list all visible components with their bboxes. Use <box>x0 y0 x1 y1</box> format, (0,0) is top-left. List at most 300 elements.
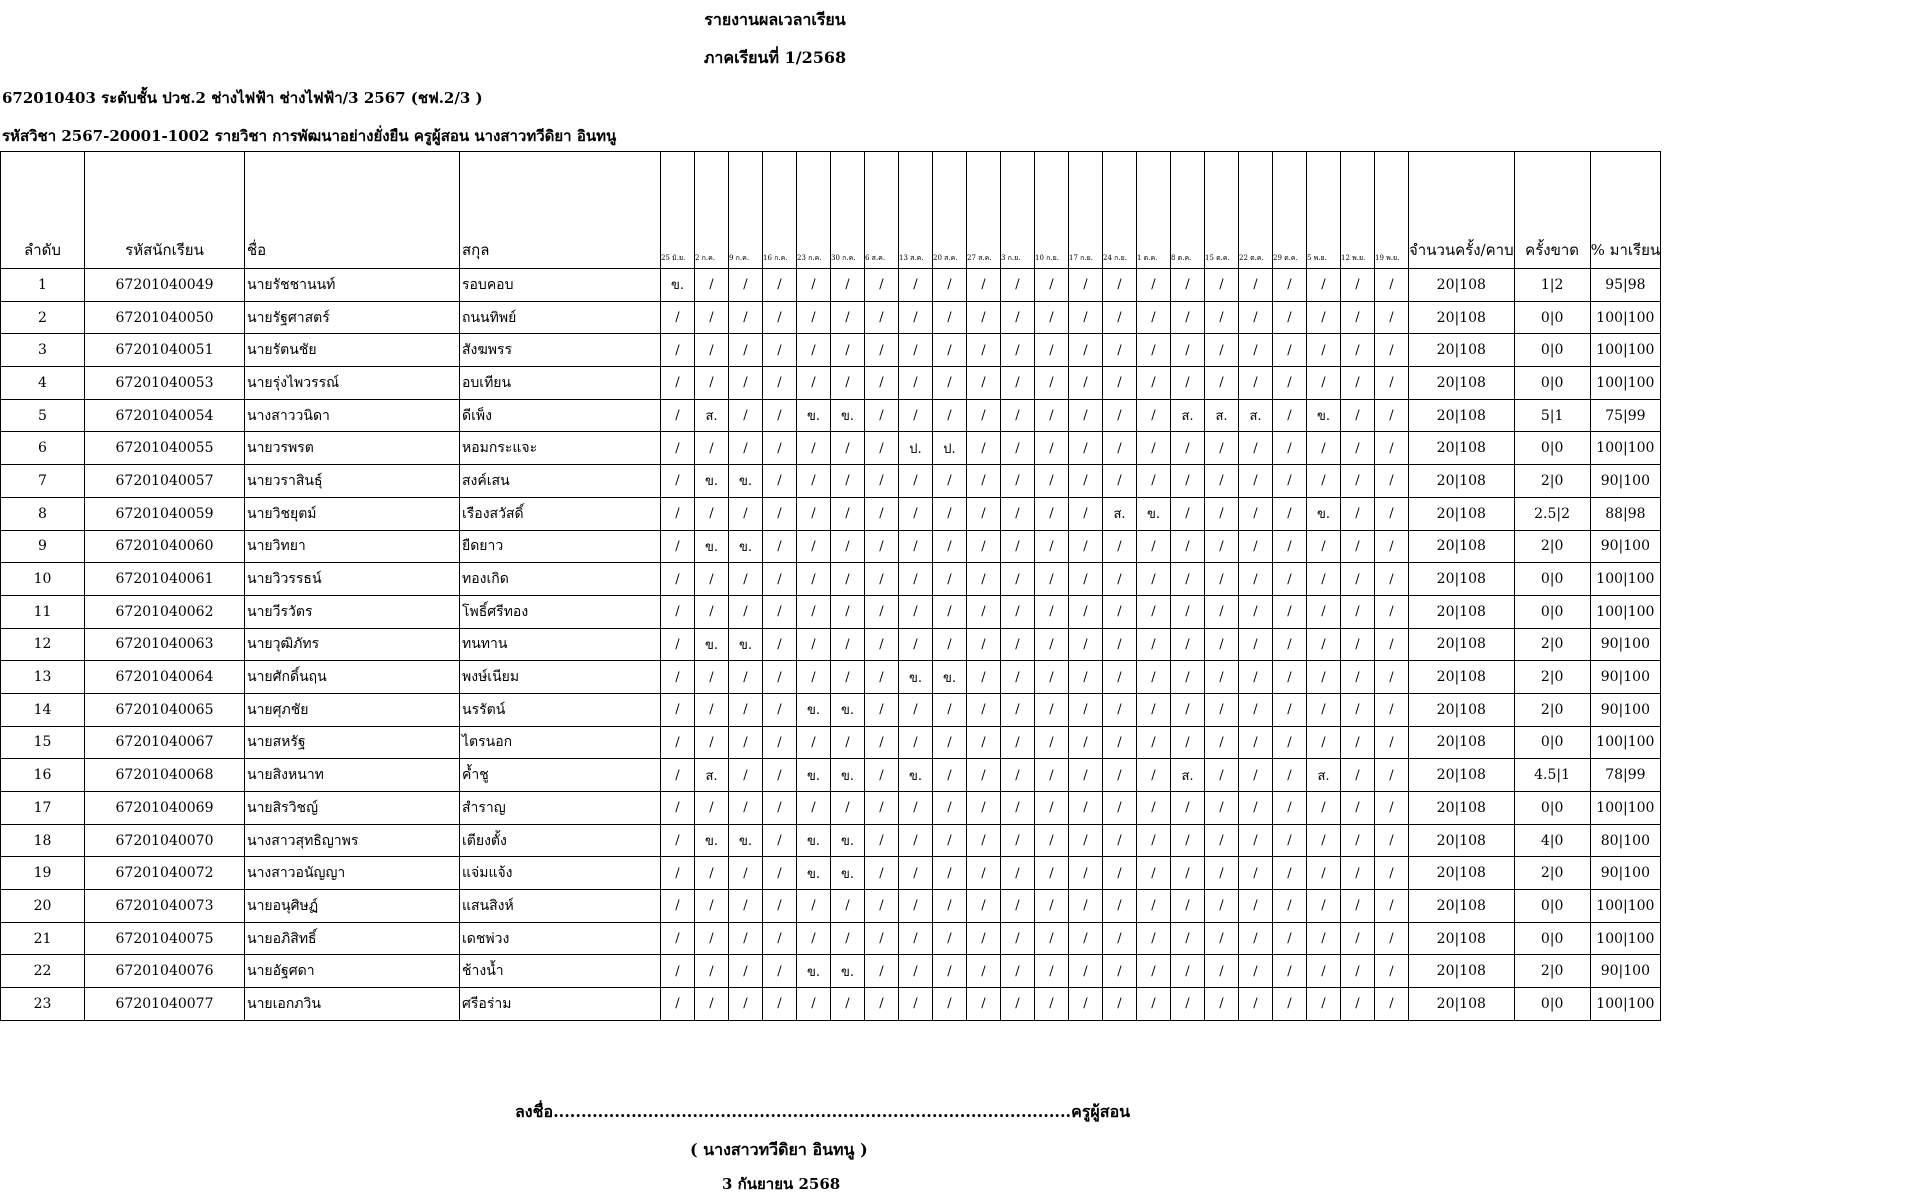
attendance-mark: / <box>1001 693 1035 726</box>
percent-cell: 100|100 <box>1590 367 1661 400</box>
attendance-mark: / <box>1375 269 1409 302</box>
attendance-mark: / <box>933 530 967 563</box>
attendance-mark: / <box>729 890 763 923</box>
student-id-cell: 67201040067 <box>85 726 245 759</box>
header-times-label: ครั้ง <box>1525 241 1551 259</box>
attendance-mark: / <box>899 595 933 628</box>
attendance-mark: / <box>1103 824 1137 857</box>
attendance-mark: / <box>1239 269 1273 302</box>
attendance-mark: ข. <box>695 465 729 498</box>
row-number: 14 <box>1 693 85 726</box>
header-day: 10 ก.ย. <box>1035 152 1069 269</box>
attendance-mark: / <box>729 432 763 465</box>
attendance-mark: / <box>1375 726 1409 759</box>
attendance-mark: / <box>1341 269 1375 302</box>
first-name-cell: นายรุ่งไพวรรณ์ <box>245 367 460 400</box>
percent-cell: 90|100 <box>1590 693 1661 726</box>
class-info: 672010403 ระดับชั้น ปวช.2 ช่างไฟฟ้า ช่างไฟฟ้า/3 2567 (ชฟ.2/3 ) <box>2 89 483 107</box>
attendance-mark: / <box>729 301 763 334</box>
absent-cell: 2|0 <box>1514 955 1590 988</box>
absent-cell: 4|0 <box>1514 824 1590 857</box>
attendance-mark: / <box>661 628 695 661</box>
student-id-cell: 67201040049 <box>85 269 245 302</box>
attendance-mark: / <box>1273 269 1307 302</box>
total-cell: 20|108 <box>1409 955 1515 988</box>
attendance-mark: / <box>1341 628 1375 661</box>
total-cell: 20|108 <box>1409 497 1515 530</box>
row-number: 13 <box>1 661 85 694</box>
attendance-mark: / <box>763 367 797 400</box>
attendance-mark: / <box>1069 563 1103 596</box>
attendance-mark: / <box>1375 857 1409 890</box>
attendance-mark: / <box>1307 890 1341 923</box>
attendance-mark: / <box>865 693 899 726</box>
attendance-mark: / <box>729 726 763 759</box>
header-day: 5 พ.ย. <box>1307 152 1341 269</box>
attendance-mark: / <box>1205 334 1239 367</box>
attendance-mark: / <box>661 399 695 432</box>
last-name-cell: ช้างน้ำ <box>460 955 661 988</box>
attendance-mark: / <box>1171 628 1205 661</box>
attendance-mark: / <box>1375 301 1409 334</box>
attendance-mark: / <box>831 890 865 923</box>
attendance-mark: / <box>1375 334 1409 367</box>
attendance-mark: / <box>1171 530 1205 563</box>
attendance-mark: / <box>1035 857 1069 890</box>
attendance-mark: / <box>1375 693 1409 726</box>
attendance-mark: / <box>967 792 1001 825</box>
attendance-mark: ข. <box>899 661 933 694</box>
attendance-mark: ข. <box>831 857 865 890</box>
percent-cell: 100|100 <box>1590 432 1661 465</box>
student-id-cell: 67201040072 <box>85 857 245 890</box>
attendance-mark: / <box>1205 922 1239 955</box>
attendance-mark: / <box>695 269 729 302</box>
attendance-mark: / <box>1341 661 1375 694</box>
student-id-cell: 67201040060 <box>85 530 245 563</box>
attendance-mark: / <box>865 824 899 857</box>
attendance-mark: / <box>1375 890 1409 923</box>
attendance-mark: / <box>1273 726 1307 759</box>
row-number: 2 <box>1 301 85 334</box>
attendance-mark: / <box>967 955 1001 988</box>
percent-cell: 88|98 <box>1590 497 1661 530</box>
attendance-mark: / <box>1341 955 1375 988</box>
row-number: 23 <box>1 988 85 1021</box>
header-row <box>1 152 1661 269</box>
signature-date: 3 กันยายน 2568 <box>722 1175 841 1193</box>
student-id-cell: 67201040051 <box>85 334 245 367</box>
attendance-mark: / <box>1205 628 1239 661</box>
attendance-mark: / <box>661 465 695 498</box>
absent-cell: 2|0 <box>1514 530 1590 563</box>
last-name-cell: ดีเพ็ง <box>460 399 661 432</box>
percent-cell: 100|100 <box>1590 301 1661 334</box>
first-name-cell: นายวิทยา <box>245 530 460 563</box>
attendance-mark: / <box>899 334 933 367</box>
attendance-mark: / <box>1069 595 1103 628</box>
attendance-mark: / <box>1171 269 1205 302</box>
attendance-mark: / <box>763 628 797 661</box>
attendance-mark: / <box>865 334 899 367</box>
attendance-mark: / <box>933 726 967 759</box>
attendance-mark: / <box>831 661 865 694</box>
attendance-mark: / <box>1137 792 1171 825</box>
attendance-mark: / <box>967 367 1001 400</box>
header-day: 6 ส.ค. <box>865 152 899 269</box>
attendance-mark: / <box>831 595 865 628</box>
attendance-mark: / <box>1341 759 1375 792</box>
attendance-mark: / <box>1035 367 1069 400</box>
header-day: 16 ก.ค. <box>763 152 797 269</box>
table-row <box>1 497 1661 530</box>
attendance-mark: / <box>1205 857 1239 890</box>
attendance-mark: / <box>1239 955 1273 988</box>
attendance-mark: ข. <box>797 824 831 857</box>
header-day: 12 พ.ย. <box>1341 152 1375 269</box>
attendance-mark: ป. <box>899 432 933 465</box>
subject-info: รหัสวิชา 2567-20001-1002 รายวิชา การพัฒนาอย่างยั่งยืน ครูผู้สอน นางสาวทวีดิยา อินทนู <box>2 127 617 145</box>
attendance-mark: / <box>1171 824 1205 857</box>
attendance-mark: / <box>695 988 729 1021</box>
attendance-mark: ข. <box>933 661 967 694</box>
percent-cell: 95|98 <box>1590 269 1661 302</box>
percent-cell: 90|100 <box>1590 857 1661 890</box>
attendance-mark: / <box>1171 465 1205 498</box>
attendance-mark: / <box>865 628 899 661</box>
attendance-mark: / <box>1001 432 1035 465</box>
student-id-cell: 67201040054 <box>85 399 245 432</box>
attendance-mark: / <box>729 792 763 825</box>
absent-cell: 0|0 <box>1514 726 1590 759</box>
attendance-mark: / <box>1001 824 1035 857</box>
student-id-cell: 67201040062 <box>85 595 245 628</box>
total-cell: 20|108 <box>1409 922 1515 955</box>
attendance-mark: / <box>1273 890 1307 923</box>
attendance-mark: / <box>1137 824 1171 857</box>
table-row <box>1 955 1661 988</box>
attendance-mark: / <box>1069 334 1103 367</box>
attendance-mark: / <box>1239 824 1273 857</box>
attendance-mark: ข. <box>661 269 695 302</box>
attendance-mark: ส. <box>1103 497 1137 530</box>
attendance-mark: / <box>729 595 763 628</box>
attendance-mark: / <box>1239 726 1273 759</box>
attendance-mark: / <box>1273 563 1307 596</box>
attendance-mark: / <box>933 792 967 825</box>
attendance-mark: / <box>1375 465 1409 498</box>
attendance-mark: / <box>1273 595 1307 628</box>
attendance-mark: / <box>1001 563 1035 596</box>
absent-cell: 0|0 <box>1514 367 1590 400</box>
attendance-mark: / <box>1137 301 1171 334</box>
attendance-mark: / <box>899 857 933 890</box>
attendance-mark: / <box>1137 726 1171 759</box>
attendance-mark: / <box>1375 824 1409 857</box>
attendance-mark: / <box>933 857 967 890</box>
attendance-mark: / <box>1171 693 1205 726</box>
absent-cell: 0|0 <box>1514 792 1590 825</box>
total-cell: 20|108 <box>1409 530 1515 563</box>
attendance-mark: / <box>1375 530 1409 563</box>
attendance-mark: / <box>1001 628 1035 661</box>
percent-cell: 90|100 <box>1590 955 1661 988</box>
attendance-mark: / <box>899 824 933 857</box>
attendance-mark: / <box>865 988 899 1021</box>
attendance-mark: / <box>1341 367 1375 400</box>
attendance-mark: / <box>1137 563 1171 596</box>
attendance-mark: / <box>1307 726 1341 759</box>
attendance-mark: / <box>1035 890 1069 923</box>
attendance-mark: / <box>1103 661 1137 694</box>
header-percent: % มาเรียน <box>1590 152 1661 269</box>
attendance-mark: / <box>1035 955 1069 988</box>
attendance-mark: / <box>933 497 967 530</box>
percent-cell: 90|100 <box>1590 628 1661 661</box>
attendance-mark: / <box>865 497 899 530</box>
student-id-cell: 67201040073 <box>85 890 245 923</box>
attendance-mark: / <box>661 824 695 857</box>
header-day: 3 ก.ย. <box>1001 152 1035 269</box>
attendance-mark: / <box>1307 693 1341 726</box>
attendance-mark: / <box>1103 432 1137 465</box>
attendance-mark: / <box>1103 955 1137 988</box>
header-absent-label: ขาด <box>1550 241 1580 259</box>
attendance-mark: / <box>1035 661 1069 694</box>
attendance-mark: / <box>831 530 865 563</box>
attendance-mark: / <box>1069 301 1103 334</box>
attendance-mark: / <box>831 301 865 334</box>
last-name-cell: พงษ์เนียม <box>460 661 661 694</box>
student-id-cell: 67201040059 <box>85 497 245 530</box>
attendance-mark: / <box>1341 595 1375 628</box>
attendance-mark: ส. <box>1205 399 1239 432</box>
attendance-mark: / <box>1069 824 1103 857</box>
attendance-mark: / <box>1239 563 1273 596</box>
attendance-mark: / <box>1137 334 1171 367</box>
attendance-mark: / <box>1171 890 1205 923</box>
attendance-mark: / <box>865 955 899 988</box>
total-cell: 20|108 <box>1409 465 1515 498</box>
attendance-mark: / <box>1103 563 1137 596</box>
attendance-mark: / <box>1103 595 1137 628</box>
attendance-mark: / <box>729 661 763 694</box>
attendance-mark: ข. <box>797 399 831 432</box>
attendance-mark: / <box>1307 955 1341 988</box>
attendance-mark: / <box>1035 988 1069 1021</box>
attendance-mark: ข. <box>1307 497 1341 530</box>
student-id-cell: 67201040075 <box>85 922 245 955</box>
percent-cell: 90|100 <box>1590 530 1661 563</box>
attendance-mark: / <box>1205 726 1239 759</box>
attendance-mark: ส. <box>1171 759 1205 792</box>
signature-line: ลงชื่อ.............................................................................................ครูผู้สอน <box>515 1102 1131 1121</box>
attendance-mark: / <box>1273 530 1307 563</box>
attendance-mark: / <box>1341 726 1375 759</box>
attendance-mark: / <box>797 661 831 694</box>
attendance-mark: / <box>933 628 967 661</box>
student-id-cell: 67201040061 <box>85 563 245 596</box>
last-name-cell: เดชพ่วง <box>460 922 661 955</box>
attendance-mark: / <box>661 432 695 465</box>
percent-cell: 90|100 <box>1590 465 1661 498</box>
attendance-mark: / <box>1307 628 1341 661</box>
attendance-mark: / <box>933 824 967 857</box>
attendance-mark: / <box>1307 269 1341 302</box>
first-name-cell: นายอนุศิษฏ์ <box>245 890 460 923</box>
table-row <box>1 563 1661 596</box>
attendance-mark: / <box>831 432 865 465</box>
header-day: 22 ต.ค. <box>1239 152 1273 269</box>
attendance-mark: / <box>1137 367 1171 400</box>
attendance-mark: / <box>1103 857 1137 890</box>
attendance-mark: / <box>1239 661 1273 694</box>
attendance-mark: / <box>1375 399 1409 432</box>
attendance-mark: ข. <box>695 824 729 857</box>
row-number: 16 <box>1 759 85 792</box>
row-number: 3 <box>1 334 85 367</box>
attendance-mark: / <box>763 955 797 988</box>
attendance-mark: / <box>1375 563 1409 596</box>
row-number: 22 <box>1 955 85 988</box>
attendance-mark: / <box>1035 530 1069 563</box>
row-number: 20 <box>1 890 85 923</box>
attendance-mark: / <box>797 269 831 302</box>
percent-cell: 100|100 <box>1590 563 1661 596</box>
row-number: 5 <box>1 399 85 432</box>
attendance-mark: / <box>831 465 865 498</box>
attendance-mark: / <box>1273 497 1307 530</box>
first-name-cell: นางสาวอนัญญา <box>245 857 460 890</box>
attendance-mark: / <box>1375 759 1409 792</box>
attendance-mark: / <box>1103 792 1137 825</box>
attendance-mark: / <box>1273 334 1307 367</box>
attendance-mark: / <box>763 432 797 465</box>
row-number: 10 <box>1 563 85 596</box>
attendance-mark: / <box>695 922 729 955</box>
first-name-cell: นายรัฐศาสตร์ <box>245 301 460 334</box>
attendance-mark: / <box>797 465 831 498</box>
table-row <box>1 792 1661 825</box>
header-no: ลำดับ <box>1 152 85 269</box>
attendance-mark: / <box>1001 759 1035 792</box>
student-id-cell: 67201040055 <box>85 432 245 465</box>
percent-cell: 100|100 <box>1590 988 1661 1021</box>
attendance-mark: / <box>1001 367 1035 400</box>
attendance-mark: / <box>695 432 729 465</box>
header-day: 19 พ.ย. <box>1375 152 1409 269</box>
attendance-mark: ข. <box>831 399 865 432</box>
attendance-mark: / <box>1103 399 1137 432</box>
attendance-mark: / <box>967 465 1001 498</box>
absent-cell: 2|0 <box>1514 857 1590 890</box>
attendance-mark: / <box>1069 628 1103 661</box>
attendance-mark: / <box>1375 922 1409 955</box>
attendance-mark: / <box>933 399 967 432</box>
attendance-mark: / <box>763 759 797 792</box>
attendance-mark: / <box>933 301 967 334</box>
report-title: รายงานผลเวลาเรียน <box>704 10 846 29</box>
attendance-mark: / <box>1307 465 1341 498</box>
attendance-mark: / <box>967 269 1001 302</box>
attendance-mark: / <box>865 726 899 759</box>
total-cell: 20|108 <box>1409 661 1515 694</box>
first-name-cell: นางสาวสุทธิญาพร <box>245 824 460 857</box>
attendance-mark: / <box>763 497 797 530</box>
attendance-mark: / <box>1171 563 1205 596</box>
attendance-mark: / <box>865 922 899 955</box>
attendance-mark: / <box>1103 759 1137 792</box>
attendance-mark: / <box>967 628 1001 661</box>
attendance-mark: / <box>1341 824 1375 857</box>
attendance-mark: / <box>1171 497 1205 530</box>
attendance-mark: / <box>831 792 865 825</box>
attendance-mark: / <box>899 497 933 530</box>
attendance-mark: / <box>967 922 1001 955</box>
absent-cell: 2|0 <box>1514 465 1590 498</box>
total-cell: 20|108 <box>1409 759 1515 792</box>
attendance-mark: / <box>967 497 1001 530</box>
attendance-mark: / <box>763 399 797 432</box>
last-name-cell: ศรีอร่าม <box>460 988 661 1021</box>
total-cell: 20|108 <box>1409 726 1515 759</box>
attendance-mark: / <box>661 988 695 1021</box>
header-day: 24 ก.ย. <box>1103 152 1137 269</box>
attendance-mark: / <box>1035 334 1069 367</box>
attendance-mark: / <box>1001 465 1035 498</box>
attendance-mark: / <box>933 334 967 367</box>
attendance-mark: / <box>1171 301 1205 334</box>
attendance-mark: / <box>1035 301 1069 334</box>
header-day: 1 ต.ค. <box>1137 152 1171 269</box>
attendance-mark: / <box>967 693 1001 726</box>
total-cell: 20|108 <box>1409 890 1515 923</box>
attendance-mark: / <box>1341 399 1375 432</box>
attendance-mark: / <box>933 759 967 792</box>
first-name-cell: นายรัชชานนท์ <box>245 269 460 302</box>
attendance-mark: / <box>865 890 899 923</box>
total-cell: 20|108 <box>1409 824 1515 857</box>
percent-cell: 100|100 <box>1590 922 1661 955</box>
attendance-mark: ข. <box>729 628 763 661</box>
table-row <box>1 269 1661 302</box>
attendance-mark: / <box>1137 922 1171 955</box>
attendance-mark: / <box>1001 530 1035 563</box>
attendance-mark: / <box>695 563 729 596</box>
total-cell: 20|108 <box>1409 334 1515 367</box>
header-day: 2 ก.ค. <box>695 152 729 269</box>
attendance-mark: / <box>899 890 933 923</box>
attendance-mark: / <box>967 432 1001 465</box>
first-name-cell: นายวิชยุตม์ <box>245 497 460 530</box>
attendance-mark: / <box>1307 792 1341 825</box>
total-cell: 20|108 <box>1409 628 1515 661</box>
attendance-mark: / <box>1341 922 1375 955</box>
attendance-mark: / <box>1035 595 1069 628</box>
header-day: 29 ต.ค. <box>1273 152 1307 269</box>
signer-name: ( นางสาวทวีดิยา อินทนู ) <box>690 1140 868 1159</box>
first-name-cell: นางสาววนิดา <box>245 399 460 432</box>
attendance-mark: / <box>967 595 1001 628</box>
attendance-mark: / <box>1341 890 1375 923</box>
attendance-mark: / <box>797 301 831 334</box>
attendance-mark: / <box>899 530 933 563</box>
attendance-mark: / <box>1273 399 1307 432</box>
attendance-mark: / <box>1341 432 1375 465</box>
first-name-cell: นายวิวรรธน์ <box>245 563 460 596</box>
header-total: จำนวนครั้ง/คาบ <box>1409 152 1515 269</box>
first-name-cell: นายสหรัฐ <box>245 726 460 759</box>
